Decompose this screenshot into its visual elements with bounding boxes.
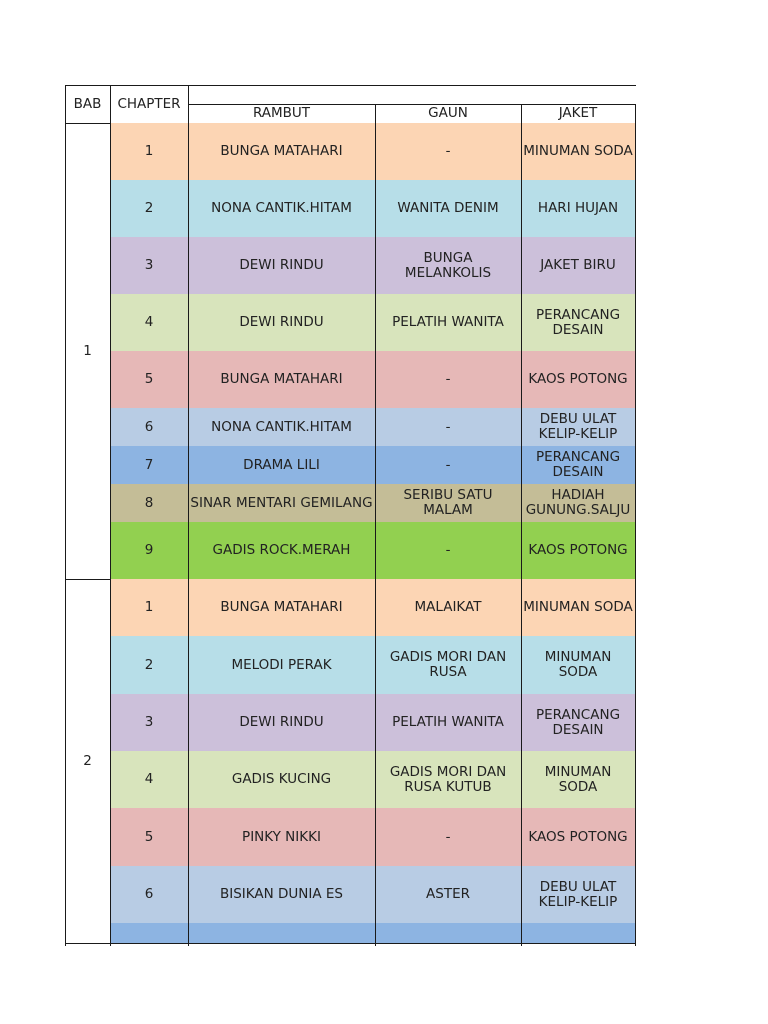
chapter-cell[interactable]: 1 [110, 579, 188, 636]
header-gaun[interactable]: GAUN [428, 105, 468, 121]
chapter-cell[interactable]: 3 [110, 694, 188, 751]
chapter-cell[interactable]: 5 [110, 808, 188, 866]
chapter-cell[interactable]: 9 [110, 522, 188, 579]
rambut-cell[interactable]: BUNGA MATAHARI [188, 351, 375, 408]
gaun-cell[interactable]: GADIS MORI DAN RUSA KUTUB [375, 751, 521, 808]
jaket-cell[interactable]: MINUMAN SODA [521, 751, 635, 808]
grid-line [65, 943, 111, 944]
chapter-cell[interactable]: 1 [110, 123, 188, 180]
jaket-cell[interactable]: MINUMAN SODA [521, 579, 635, 636]
chapter-cell[interactable]: 6 [110, 408, 188, 446]
rambut-cell[interactable]: DEWI RINDU [188, 237, 375, 294]
chapter-cell[interactable]: 4 [110, 294, 188, 351]
jaket-cell[interactable]: PERANCANG DESAIN [521, 294, 635, 351]
jaket-cell[interactable]: HADIAH GUNUNG.SALJU [521, 484, 635, 522]
gaun-cell[interactable]: BUNGA MELANKOLIS [375, 237, 521, 294]
jaket-cell[interactable]: JAKET BIRU [521, 237, 635, 294]
rambut-cell[interactable]: NONA CANTIK.HITAM [188, 180, 375, 237]
rambut-cell[interactable]: BUNGA MATAHARI [188, 123, 375, 180]
gaun-cell[interactable]: GADIS MORI DAN RUSA [375, 636, 521, 694]
rambut-cell[interactable]: DRAMA LILI [188, 446, 375, 484]
rambut-cell[interactable]: GADIS KUCING [188, 751, 375, 808]
jaket-cell[interactable]: KAOS POTONG [521, 808, 635, 866]
gaun-cell[interactable]: - [375, 351, 521, 408]
grid-line [188, 85, 189, 946]
rambut-cell[interactable]: MELODI PERAK [188, 636, 375, 694]
chapter-cell[interactable]: 3 [110, 237, 188, 294]
jaket-cell[interactable]: KAOS POTONG [521, 522, 635, 579]
gaun-cell[interactable]: PELATIH WANITA [375, 294, 521, 351]
header-bab[interactable]: BAB [73, 95, 102, 112]
chapter-cell[interactable]: 2 [110, 180, 188, 237]
grid-line [635, 104, 636, 946]
gaun-cell[interactable]: - [375, 522, 521, 579]
grid-line [65, 85, 189, 86]
gaun-cell[interactable]: SERIBU SATU MALAM [375, 484, 521, 522]
rambut-cell[interactable] [188, 923, 375, 943]
rambut-cell[interactable]: SINAR MENTARI GEMILANG [188, 484, 375, 522]
chapter-cell[interactable]: 8 [110, 484, 188, 522]
jaket-cell[interactable]: DEBU ULAT KELIP-KELIP [521, 408, 635, 446]
chapter-cell[interactable]: 7 [110, 446, 188, 484]
gaun-cell[interactable]: - [375, 123, 521, 180]
chapter-cell[interactable]: 6 [110, 866, 188, 923]
rambut-cell[interactable]: NONA CANTIK.HITAM [188, 408, 375, 446]
grid-line [375, 104, 376, 946]
jaket-cell[interactable]: HARI HUJAN [521, 180, 635, 237]
gaun-cell[interactable]: - [375, 446, 521, 484]
rambut-cell[interactable]: GADIS ROCK.MERAH [188, 522, 375, 579]
chapter-cell[interactable]: 5 [110, 351, 188, 408]
header-jaket[interactable]: JAKET [558, 105, 598, 121]
bab-cell[interactable]: 2 [83, 752, 92, 769]
gaun-cell[interactable]: ASTER [375, 866, 521, 923]
grid-line [188, 104, 636, 105]
rambut-cell[interactable]: BISIKAN DUNIA ES [188, 866, 375, 923]
jaket-cell[interactable] [521, 923, 635, 943]
grid-line [110, 85, 111, 946]
rambut-cell[interactable]: DEWI RINDU [188, 294, 375, 351]
gaun-cell[interactable]: - [375, 408, 521, 446]
chapter-cell[interactable]: 4 [110, 751, 188, 808]
rambut-cell[interactable]: PINKY NIKKI [188, 808, 375, 866]
jaket-cell[interactable]: KAOS POTONG [521, 351, 635, 408]
gaun-cell[interactable]: PELATIH WANITA [375, 694, 521, 751]
chapter-cell[interactable] [110, 923, 188, 943]
gaun-cell[interactable]: MALAIKAT [375, 579, 521, 636]
bab-cell[interactable]: 1 [83, 342, 92, 359]
gaun-cell[interactable]: - [375, 808, 521, 866]
jaket-cell[interactable]: MINUMAN SODA [521, 636, 635, 694]
gaun-cell[interactable] [375, 923, 521, 943]
jaket-cell[interactable]: PERANCANG DESAIN [521, 694, 635, 751]
grid-line [521, 104, 522, 946]
jaket-cell[interactable]: DEBU ULAT KELIP-KELIP [521, 866, 635, 923]
chapter-cell[interactable]: 2 [110, 636, 188, 694]
rambut-cell[interactable]: BUNGA MATAHARI [188, 579, 375, 636]
jaket-cell[interactable]: MINUMAN SODA [521, 123, 635, 180]
gaun-cell[interactable]: WANITA DENIM [375, 180, 521, 237]
header-rambut[interactable]: RAMBUT [252, 105, 311, 121]
jaket-cell[interactable]: PERANCANG DESAIN [521, 446, 635, 484]
header-chapter[interactable]: CHAPTER [117, 95, 181, 112]
grid-line [65, 85, 66, 946]
rambut-cell[interactable]: DEWI RINDU [188, 694, 375, 751]
grid-line [188, 85, 636, 86]
